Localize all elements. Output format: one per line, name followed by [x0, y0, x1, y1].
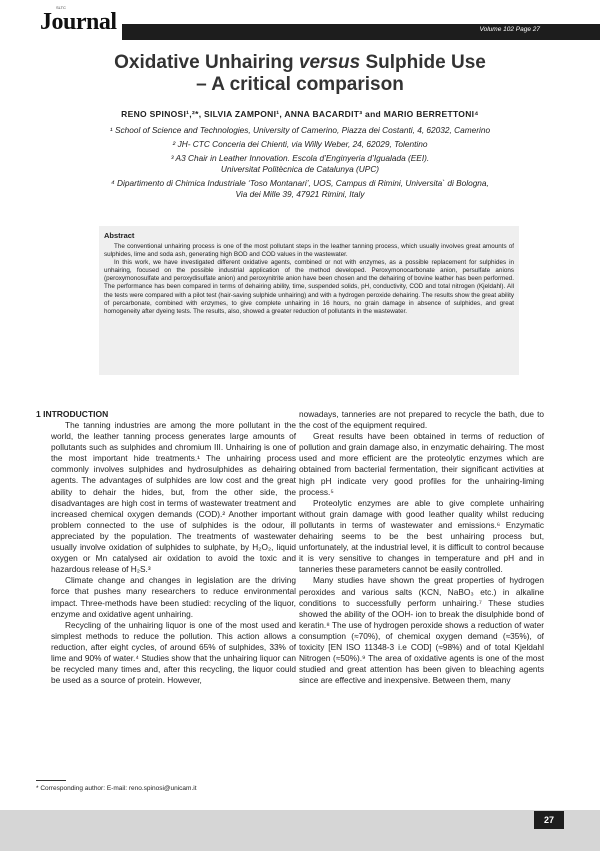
journal-header: [0, 0, 600, 40]
footnote-rule: [36, 780, 66, 781]
right-column: [299, 409, 544, 686]
title-part-2: Sulphide Use: [360, 52, 486, 73]
title-versus: versus: [298, 52, 361, 73]
footer-bar: [0, 810, 600, 851]
affiliation-4-cont: Via dei Mille 39, 47921 Rimini, Italy: [235, 189, 365, 199]
affiliation-4: ⁴ Dipartimento di Chimica Industriale ‘Toso Montanari’, UOS, Campus di Rimini, Universita` di Bologna,: [111, 178, 489, 188]
title-line-2: – A critical comparison: [196, 74, 404, 95]
left-column: [51, 420, 296, 686]
abstract-body: [104, 243, 514, 316]
body-paragraph: Climate change and changes in legislation are the driving force that pushes many researchers to reduce environmental impact. Three-methods have been studied: recycling of the liquor, enzyme and oxidative agent unhairing.: [51, 575, 296, 619]
affiliation-2: ² JH- CTC Conceria dei Chienti, via Willy Weber, 24, 62029, Tolentino: [172, 139, 428, 149]
volume-info: Volume 102 Page 27: [479, 26, 540, 33]
section-heading-introduction: 1 INTRODUCTION: [36, 409, 109, 419]
corresponding-author-footnote: * Corresponding author: E-mail: reno.spinosi@unicam.it: [36, 785, 197, 792]
affiliation-3: ³ A3 Chair in Leather Innovation. Escola d’Enginyeria d’Igualada (EEI).: [170, 153, 430, 163]
article-title: [60, 52, 540, 96]
journal-logo-small-text: SLTC: [56, 5, 66, 10]
author-list: RENO SPINOSI¹,²*, SILVIA ZAMPONI¹, ANNA BACARDIT³ and MARIO BERRETTONI⁴: [121, 109, 479, 119]
body-paragraph: Proteolytic enzymes are able to give complete unhairing without grain damage with good leather quality whilst reducing pollutants in terms of wastewater and emissions.⁶ Enzymatic dehairing seems to be the best unhairing process but, unfortunately, at the industrial level, it is difficult to control because it is very sensitive to changes in temperature and pH and in tanneries these parameters cannot be easily controlled.: [299, 497, 544, 575]
body-paragraph: Great results have been obtained in terms of reduction of pollution and grain damage also, in enzymatic dehairing. The most used and more efficient are the proteolytic enzymes which are obtained from bacterial fermentation, their significant activities at high pH indicate very good profiles for the unhairing-liming process.⁵: [299, 431, 544, 497]
journal-logo: Journal: [40, 9, 117, 35]
affiliation-1: ¹ School of Science and Technologies, University of Camerino, Piazza dei Costanti, 4, 62032, Camerino: [109, 125, 491, 135]
affiliation-3-cont: Universitat Politècnica de Catalunya (UPC): [220, 164, 380, 174]
body-paragraph: nowadays, tanneries are not prepared to recycle the bath, due to the cost of the equipment required.: [299, 409, 544, 431]
body-paragraph: The tanning industries are among the more pollutant in the world, the leather tanning process generates large amounts of pollutants such as sulphides and chromium III. Unhairing is one of the most important hide treatments.¹ The unhairing process commonly involves sulphides and hydrosulphides as dehairing agents. The advantages of sulphides are low cost and the great ability to dehair the hides, but, from the other side, the disadvantages are high cost in terms of wastewater treatment and increased chemical oxygen demands (COD).² Another important problem connected to the use of sulphides is the odour, ill appreciated by the population. The treatments of wastewater usually involve oxidation of sulphides to sulphate, by H₂O₂, liquid oxygen or Mn catalysed air oxidation to avoid the toxic and hazardous release of H₂S.³: [51, 420, 296, 575]
page-number: 27: [534, 811, 564, 829]
body-paragraph: Recycling of the unhairing liquor is one of the most used and simplest methods to reduce the pollution. This action allows a reduction, after eight cycles, of around 65% of sulphides, 33% of lime and 90% of water.⁴ Studies show that the unhairing liquor can be recycled many times and, after this recycling, the liquor could be used as a source of protein. However,: [51, 619, 296, 686]
title-part-1: Oxidative Unhairing: [114, 52, 299, 73]
abstract-paragraph: In this work, we have investigated different oxidative agents, combined or not with enzymes, as a possible replacement for sulphides in unhairing, focused on the possible industrial application of the method developed. Peroxymonocarbonate anion, persulfate anions (peroxymonosulfate and peroxydisulfate anion) and peroxynitrite anion have been chosen and the dehairing of bovine leather has been performed. The performance has been compared in terms of dehairing ability, time, suspended solids, pH, conductivity, COD and total nitrogen (Kjeldahl). All the tests were compared with a pilot test (hair-saving sulphide unhairing) and with a hydrogen peroxide dehairing. The results show the great ability of percarbonate, combined with enzymes, to give complete unhairing in 16 hours, no grain damage in absence of sulphides, and great homogeneity after dyeing tests. The results, also, showed a greater reduction of pollutants in the wastewater.: [104, 259, 514, 315]
body-paragraph: Many studies have shown the great properties of hydrogen peroxides and various salts (KCN, NaBO₃ etc.) in alkaline conditions to successfully perform unhairing.⁷ These studies showed the ability of the OOH- ion to break the disulphide bond of keratin.⁸ The use of hydrogen peroxide shows a reduction of water consumption (≈70%), of chemical oxygen demand (≈35%), of toxicity [EN ISO 11348-3 i.e COD] (≈98%) and of total Kjeldahl Nitrogen (≈50%).⁹ The area of oxidative agents is one of the most studied and great attention has been given to bleaching agents since are effective and inexpensive. Between them, many: [299, 575, 544, 686]
abstract-paragraph: The conventional unhairing process is one of the most pollutant steps in the leather tanning process, which usually involves great amounts of sulphides, lime and soda ash, generating high BOD and COD values in the wastewater.: [104, 243, 514, 259]
abstract-heading: Abstract: [104, 231, 135, 240]
